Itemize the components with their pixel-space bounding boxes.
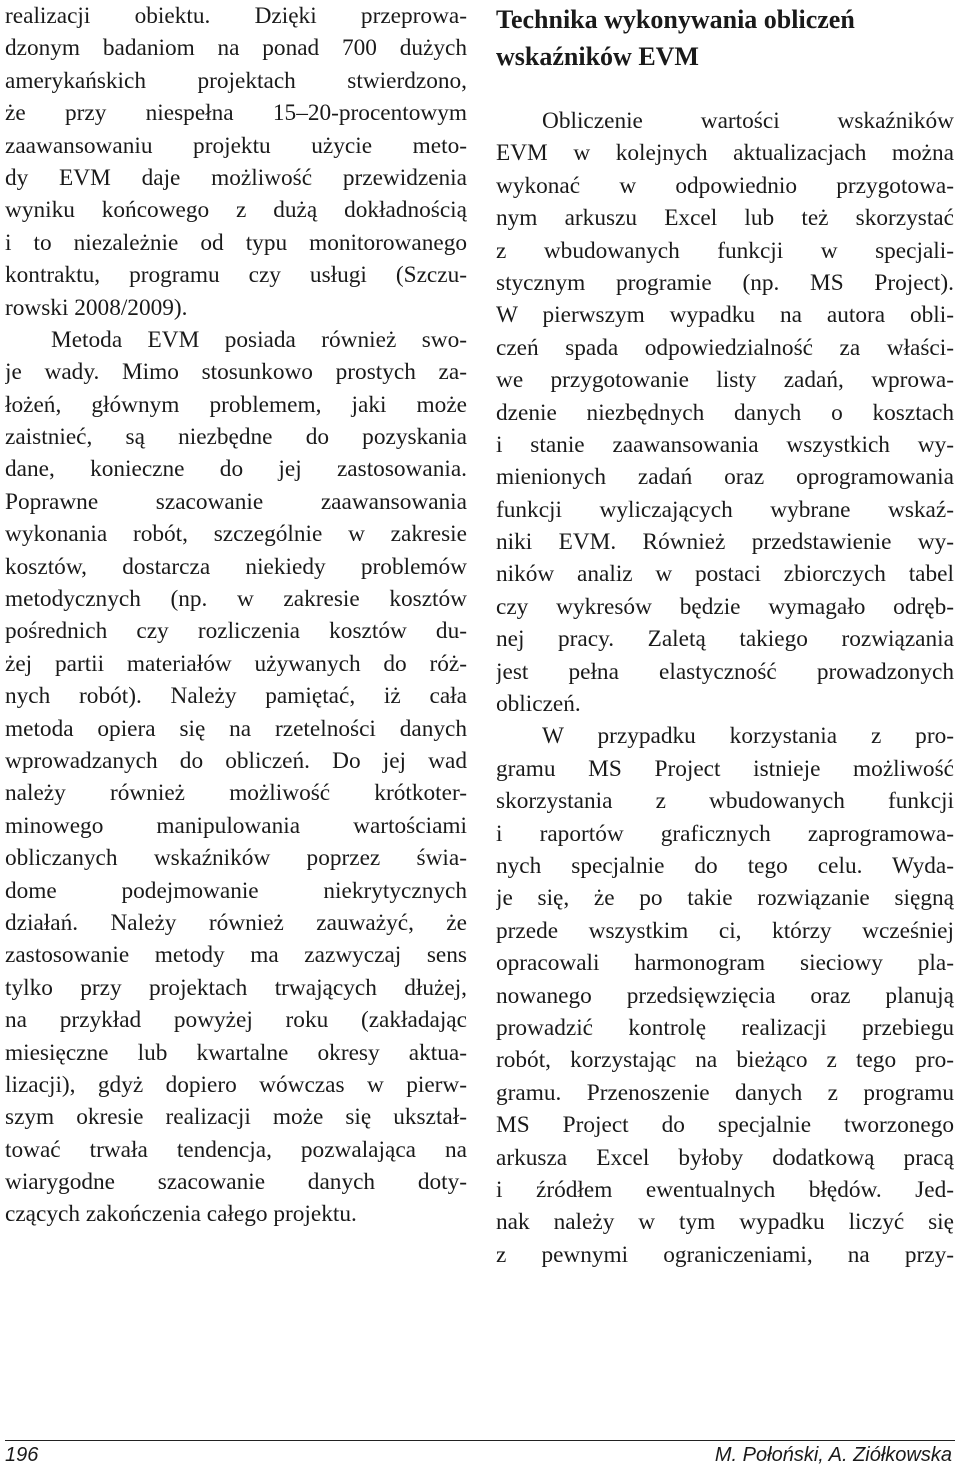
text-line: lizacji), gdyż dopiero wówczas w pierw- <box>5 1071 467 1098</box>
text-line: kontraktu, programu czy usługi (Szczu- <box>5 262 467 289</box>
text-line: dy EVM daje możliwość przewidzenia <box>5 164 467 191</box>
text-line: wykonać w odpowiednio przygotowa- <box>496 172 954 199</box>
text-line: z pewnymi ograniczeniami, na przy- <box>496 1241 954 1268</box>
text-line: dane, konieczne do jej zastosowania. <box>5 456 467 483</box>
text-line: EVM w kolejnych aktualizacjach można <box>496 140 954 167</box>
text-line: stycznym programie (np. MS Project). <box>496 269 954 296</box>
page-number: 196 <box>5 1444 39 1466</box>
text-line: nak należy w tym wypadku liczyć się <box>496 1209 954 1236</box>
footer-authors: M. Połoński, A. Ziółkowska <box>714 1444 952 1466</box>
text-line: Metoda EVM posiada również swo- <box>51 326 467 353</box>
text-line: czeń spada odpowiedzialność za właści- <box>496 334 954 361</box>
text-line: je wady. Mimo stosunkowo prostych za- <box>5 359 467 386</box>
text-line: tować trwała tendencja, pozwalająca na <box>5 1136 467 1163</box>
text-line: należy również możliwość krótkoter- <box>5 780 467 807</box>
text-line: pośrednich czy rozliczenia kosztów du- <box>5 618 467 645</box>
text-line: robót, korzystając na bieżąco z tego pro- <box>496 1047 954 1074</box>
text-line: łożeń, głównym problemem, jaki może <box>5 391 467 418</box>
text-line: metoda opiera się na rzetelności danych <box>5 715 467 742</box>
text-line: wyniku końcowego z dużą dokładnością <box>5 197 467 224</box>
text-line: nowanego przedsięwzięcia oraz planują <box>496 982 954 1009</box>
text-line: gramu MS Project istnieje możliwość <box>496 755 954 782</box>
text-line: zaistnieć, są niezbędne do pozyskania <box>5 424 467 451</box>
right-column <box>496 0 954 1271</box>
text-line: kosztów, dostarcza niekiedy problemów <box>5 553 467 580</box>
footer-divider <box>5 1440 955 1441</box>
text-line: wiarygodne szacowanie danych doty- <box>5 1169 467 1196</box>
text-line: czy wykresów będzie wymagało odręb- <box>496 593 954 620</box>
text-line: minowego manipulowania wartościami <box>5 812 467 839</box>
text-line: że przy niespełna 15–20-procentowym <box>5 100 467 127</box>
text-line: metodycznych (np. w zakresie kosztów <box>5 586 467 613</box>
heading-spacer <box>496 74 954 105</box>
text-line: funkcji wyliczających wybrane wskaź- <box>496 496 954 523</box>
text-line: nych robót). Należy pamiętać, iż cała <box>5 683 467 710</box>
text-line: i stanie zaawansowania wszystkich wy- <box>496 431 954 458</box>
text-line: wprowadzanych do obliczeń. Do jej wad <box>5 747 467 774</box>
text-line: zaawansowaniu projektu użycie meto- <box>5 132 467 159</box>
text-line: dzenie niezbędnych danych o kosztach <box>496 399 954 426</box>
text-line: MS Project do specjalnie tworzonego <box>496 1112 954 1139</box>
text-line: W pierwszym wypadku na autora obli- <box>496 302 954 329</box>
text-line: działań. Należy również zauważyć, że <box>5 909 467 936</box>
text-line: nej pracy. Zaletą takiego rozwiązania <box>496 626 954 653</box>
left-column <box>5 0 467 1231</box>
text-line: tylko przy projektach trwających dłużej, <box>5 974 467 1001</box>
text-line: obliczeń. <box>496 691 581 718</box>
text-line: z wbudowanych funkcji w specjali- <box>496 237 954 264</box>
text-line: gramu. Przenoszenie danych z programu <box>496 1079 954 1106</box>
section-heading: wskaźników EVM <box>496 42 699 71</box>
text-line: niki EVM. Również przedstawienie wy- <box>496 529 954 556</box>
text-line: i raportów graficznych zaprogramowa- <box>496 820 954 847</box>
text-line: Obliczenie wartości wskaźników <box>542 108 954 134</box>
text-line: we przygotowanie listy zadań, wprowa- <box>496 367 954 394</box>
text-line: wykonania robót, szczególnie w zakresie <box>5 521 467 548</box>
text-line: dzonym badaniom na ponad 700 dużych <box>5 35 467 62</box>
text-line: zastosowanie metody ma zazwyczaj sens <box>5 942 467 969</box>
text-line: na przykład powyżej roku (zakładając <box>5 1007 467 1034</box>
text-line: i to niezależnie od typu monitorowanego <box>5 229 467 256</box>
text-line: skorzystania z wbudowanych funkcji <box>496 788 954 815</box>
text-line: czących zakończenia całego projektu. <box>5 1201 357 1228</box>
text-line: nym arkuszu Excel lub też skorzystać <box>496 205 954 232</box>
text-line: i źródłem ewentualnych błędów. Jed- <box>496 1176 954 1203</box>
text-line: opracowali harmonogram sieciowy pla- <box>496 950 954 977</box>
text-line: ników analiz w postaci zbiorczych tabel <box>496 561 954 588</box>
text-line: szym okresie realizacji może się ukształ- <box>5 1104 467 1131</box>
text-line: W przypadku korzystania z pro- <box>542 723 954 750</box>
text-line: dome podejmowanie niekrytycznych <box>5 877 467 904</box>
section-heading: Technika wykonywania obliczeń <box>496 5 855 34</box>
text-line: arkusza Excel byłoby dodatkową pracą <box>496 1144 954 1171</box>
text-line: Poprawne szacowanie zaawansowania <box>5 488 467 515</box>
text-line: nych specjalnie do tego celu. Wyda- <box>496 852 954 879</box>
text-line: miesięczne lub kwartalne okresy aktua- <box>5 1039 467 1066</box>
text-line: prowadzić kontrolę realizacji przebiegu <box>496 1014 954 1041</box>
text-line: amerykańskich projektach stwierdzono, <box>5 67 467 94</box>
text-line: mienionych zadań oraz oprogramowania <box>496 464 954 491</box>
text-line: jest pełna elastyczność prowadzonych <box>496 658 954 685</box>
text-line: rowski 2008/2009). <box>5 294 188 321</box>
text-line: żej partii materiałów używanych do róż- <box>5 650 467 677</box>
text-line: przede wszystkim ci, którzy wcześniej <box>496 917 954 944</box>
text-line: obliczanych wskaźników poprzez świa- <box>5 845 467 872</box>
text-line: realizacji obiektu. Dzięki przeprowa- <box>5 3 467 29</box>
text-line: je się, że po takie rozwiązanie sięgną <box>496 885 954 912</box>
